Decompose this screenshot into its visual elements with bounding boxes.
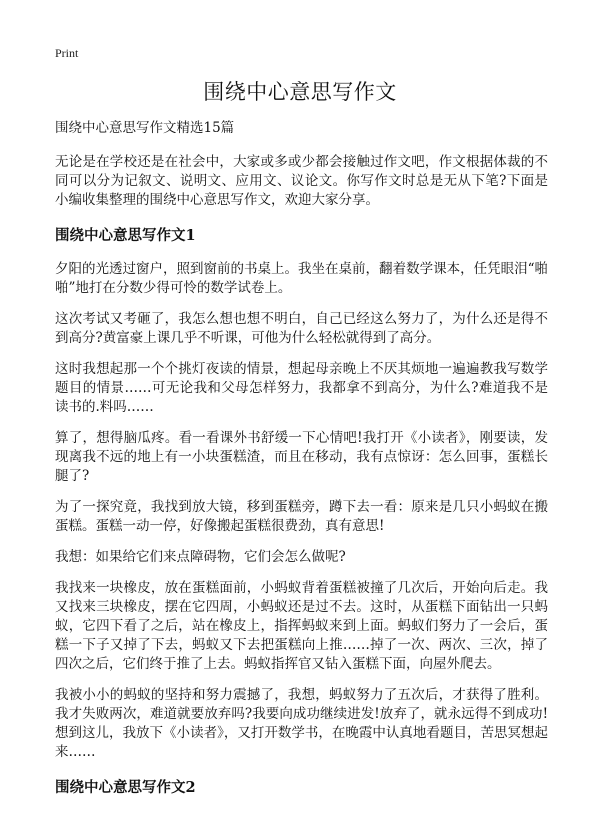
section-1-paragraph-8: 我被小小的蚂蚁的坚持和努力震撼了，我想，蚂蚁努力了五次后，才获得了胜利。我才失败两次，难道就要放弃吗?我要向成功继续进发!放弃了，就永远得不到成功!想到这儿，我放下《小读者》，又打开数学书，在晚霞中认真地看题目，苦思冥想起来…… [55,687,548,760]
section-1-paragraph-4: 算了，想得脑瓜疼。看一看课外书舒缓一下心情吧!我打开《小读者》，刚要读，发现离我不远的地上有一小块蛋糕渣，而且在移动，我有点惊讶：怎么回事，蛋糕长腿了? [55,430,548,484]
section-1-paragraph-2: 这次考试又考砸了，我怎么想也想不明白，自己已经这么努力了，为什么还是得不到高分?黄富豪上课几乎不听课，可他为什么轻松就得到了高分。 [55,311,548,346]
section-1-paragraph-1: 夕阳的光透过窗户，照到窗前的书桌上。我坐在桌前，翻着数学课本，任凭眼泪“啪啪”地打在分数少得可怜的数学试卷上。 [55,261,548,296]
section-1-paragraph-3: 这时我想起那一个个挑灯夜读的情景，想起母亲晚上不厌其烦地一遍遍教我写数学题目的情景……可无论我和父母怎样努力，我都拿不到高分，为什么?难道我不是读书的.料吗…… [55,361,548,415]
intro-paragraph: 无论是在学校还是在社会中，大家或多或少都会接触过作文吧，作文根据体裁的不同可以分为记叙文、说明文、应用文、议论文。你写作文时总是无从下笔?下面是小编收集整理的围绕中心意思写作文，欢迎大家分享。 [55,154,548,208]
section-1-paragraph-7: 我找来一块橡皮，放在蛋糕面前，小蚂蚁背着蛋糕被撞了几次后，开始向后走。我又找来三块橡皮，摆在它四周，小蚂蚁还是过不去。这时，从蛋糕下面钻出一只蚂蚁，它四下看了之后，站在橡皮上，指挥蚂蚁来到上面。蚂蚁们努力了一会后，蛋糕一下子又掉了下去，蚂蚁又下去把蛋糕向上推……掉了一次、两次、三次，掉了四次之后，它们终于推了上去。蚂蚁指挥官又钻入蛋糕下面，向屋外爬去。 [55,580,548,672]
section-1-paragraph-6: 我想：如果给它们来点障碍物，它们会怎么做呢? [55,549,346,565]
article-subtitle: 围绕中心意思写作文精选15篇 [55,120,235,136]
section-heading-2: 围绕中心意思写作文2 [55,779,196,796]
print-label: Print [55,46,79,60]
article-body [55,119,548,812]
page-title: 围绕中心意思写作文 [203,80,397,104]
section-heading-1: 围绕中心意思写作文1 [55,227,196,244]
section-1-paragraph-5: 为了一探究竟，我找到放大镜，移到蛋糕旁，蹲下去一看：原来是几只小蚂蚁在搬蛋糕。蛋糕一动一停，好像搬起蛋糕很费劲，真有意思! [55,499,548,534]
